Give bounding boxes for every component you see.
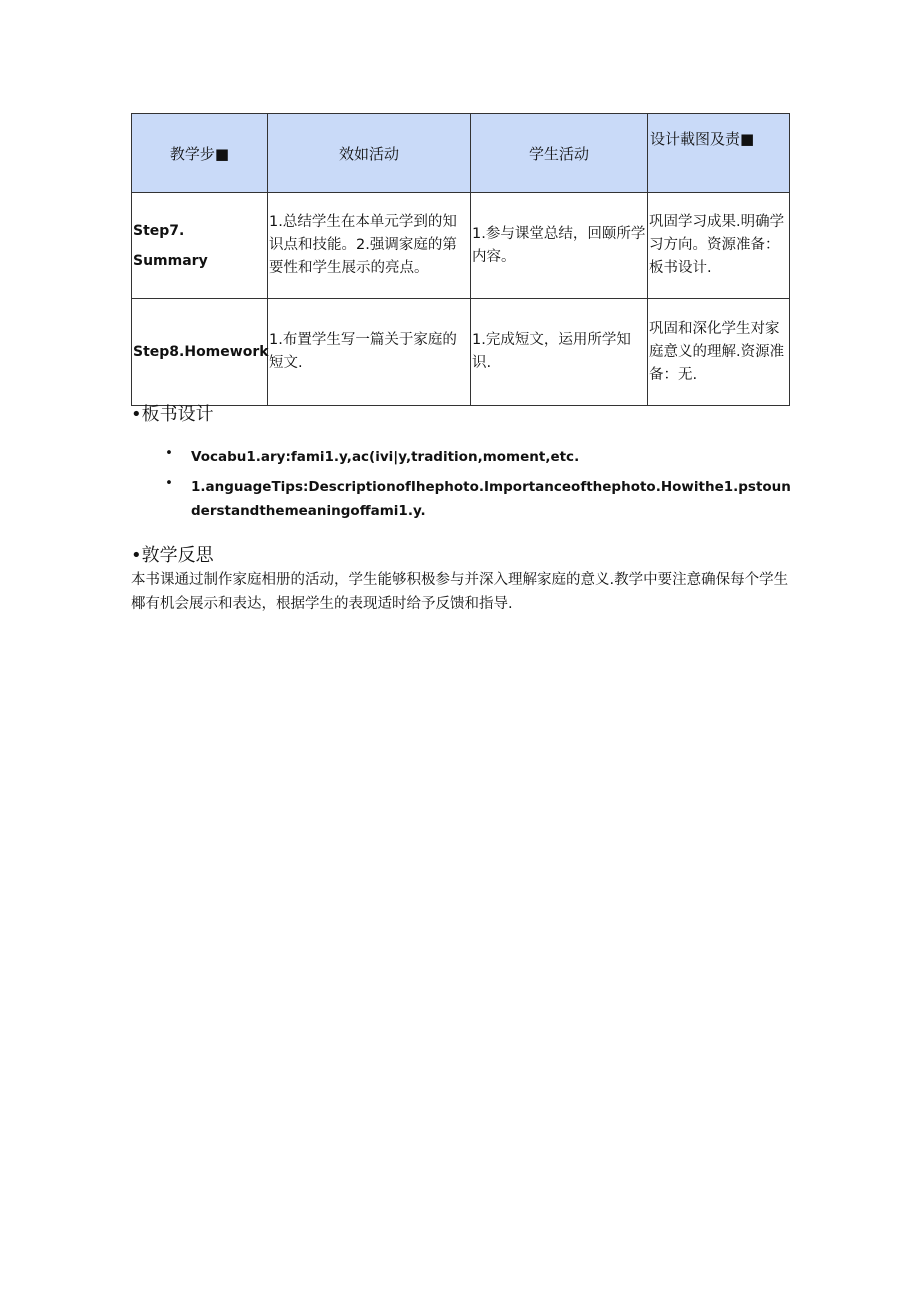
reflection-heading: •敦学反思	[131, 545, 214, 566]
table-row	[132, 299, 790, 406]
header-step: 教学步■	[132, 114, 268, 193]
teacher-activity-cell: 1.总结学生在本单元学到的知识点和技能。2.强调家庭的第要性和学生展示的亮点。	[268, 193, 471, 299]
reflection-text: 本书课通过制作家庭相册的活动，学生能够积极参与并深入理解家庭的意义.教学中要注意确保每个学生椰有机会展示和表达，根据学生的表现适时给予反馈和指导.	[131, 572, 789, 612]
step-name: Summary	[133, 252, 208, 269]
board-design-heading: •板书设计	[131, 404, 214, 425]
step-name: Step8.Homework	[133, 344, 269, 360]
header-student-activity: 学生活动	[471, 114, 648, 193]
student-activity-cell: 1.完成短文，运用所学知识.	[471, 299, 648, 406]
list-item	[165, 475, 795, 523]
board-design-list	[165, 445, 795, 529]
list-item-text: Vocabu1.ary:fami1.y,ac(ivi|y,tradition,moment,etc.	[191, 449, 580, 465]
table-header-row	[132, 114, 790, 193]
step-cell	[132, 299, 268, 406]
student-activity-cell: 1.参与课堂总结，回颐所学内容。	[471, 193, 648, 299]
step-number: Step7.	[133, 222, 185, 239]
list-item	[165, 445, 795, 469]
table-row	[132, 193, 790, 299]
list-item-text: 1.anguageTips:DescriptionofIhephoto.Importanceofthephoto.Howithe1.pstounderstandthemeaningoffami1.y.	[191, 479, 791, 519]
design-intent-cell: 巩固和深化学生对家庭意义的理解.资源准备：无.	[648, 299, 790, 406]
teacher-activity-cell: 1.布置学生写一篇关于家庭的短文.	[268, 299, 471, 406]
bullet-dot: •	[165, 445, 173, 461]
lesson-plan-table	[131, 113, 790, 406]
step-cell	[132, 193, 268, 299]
bullet-dot: •	[165, 475, 173, 491]
design-intent-cell: 巩固学习成果.明确学习方向。资源准备：板书设计.	[648, 193, 790, 299]
header-teacher-activity: 效如活动	[268, 114, 471, 193]
header-design-intent: 设计載图及责■	[648, 114, 790, 193]
